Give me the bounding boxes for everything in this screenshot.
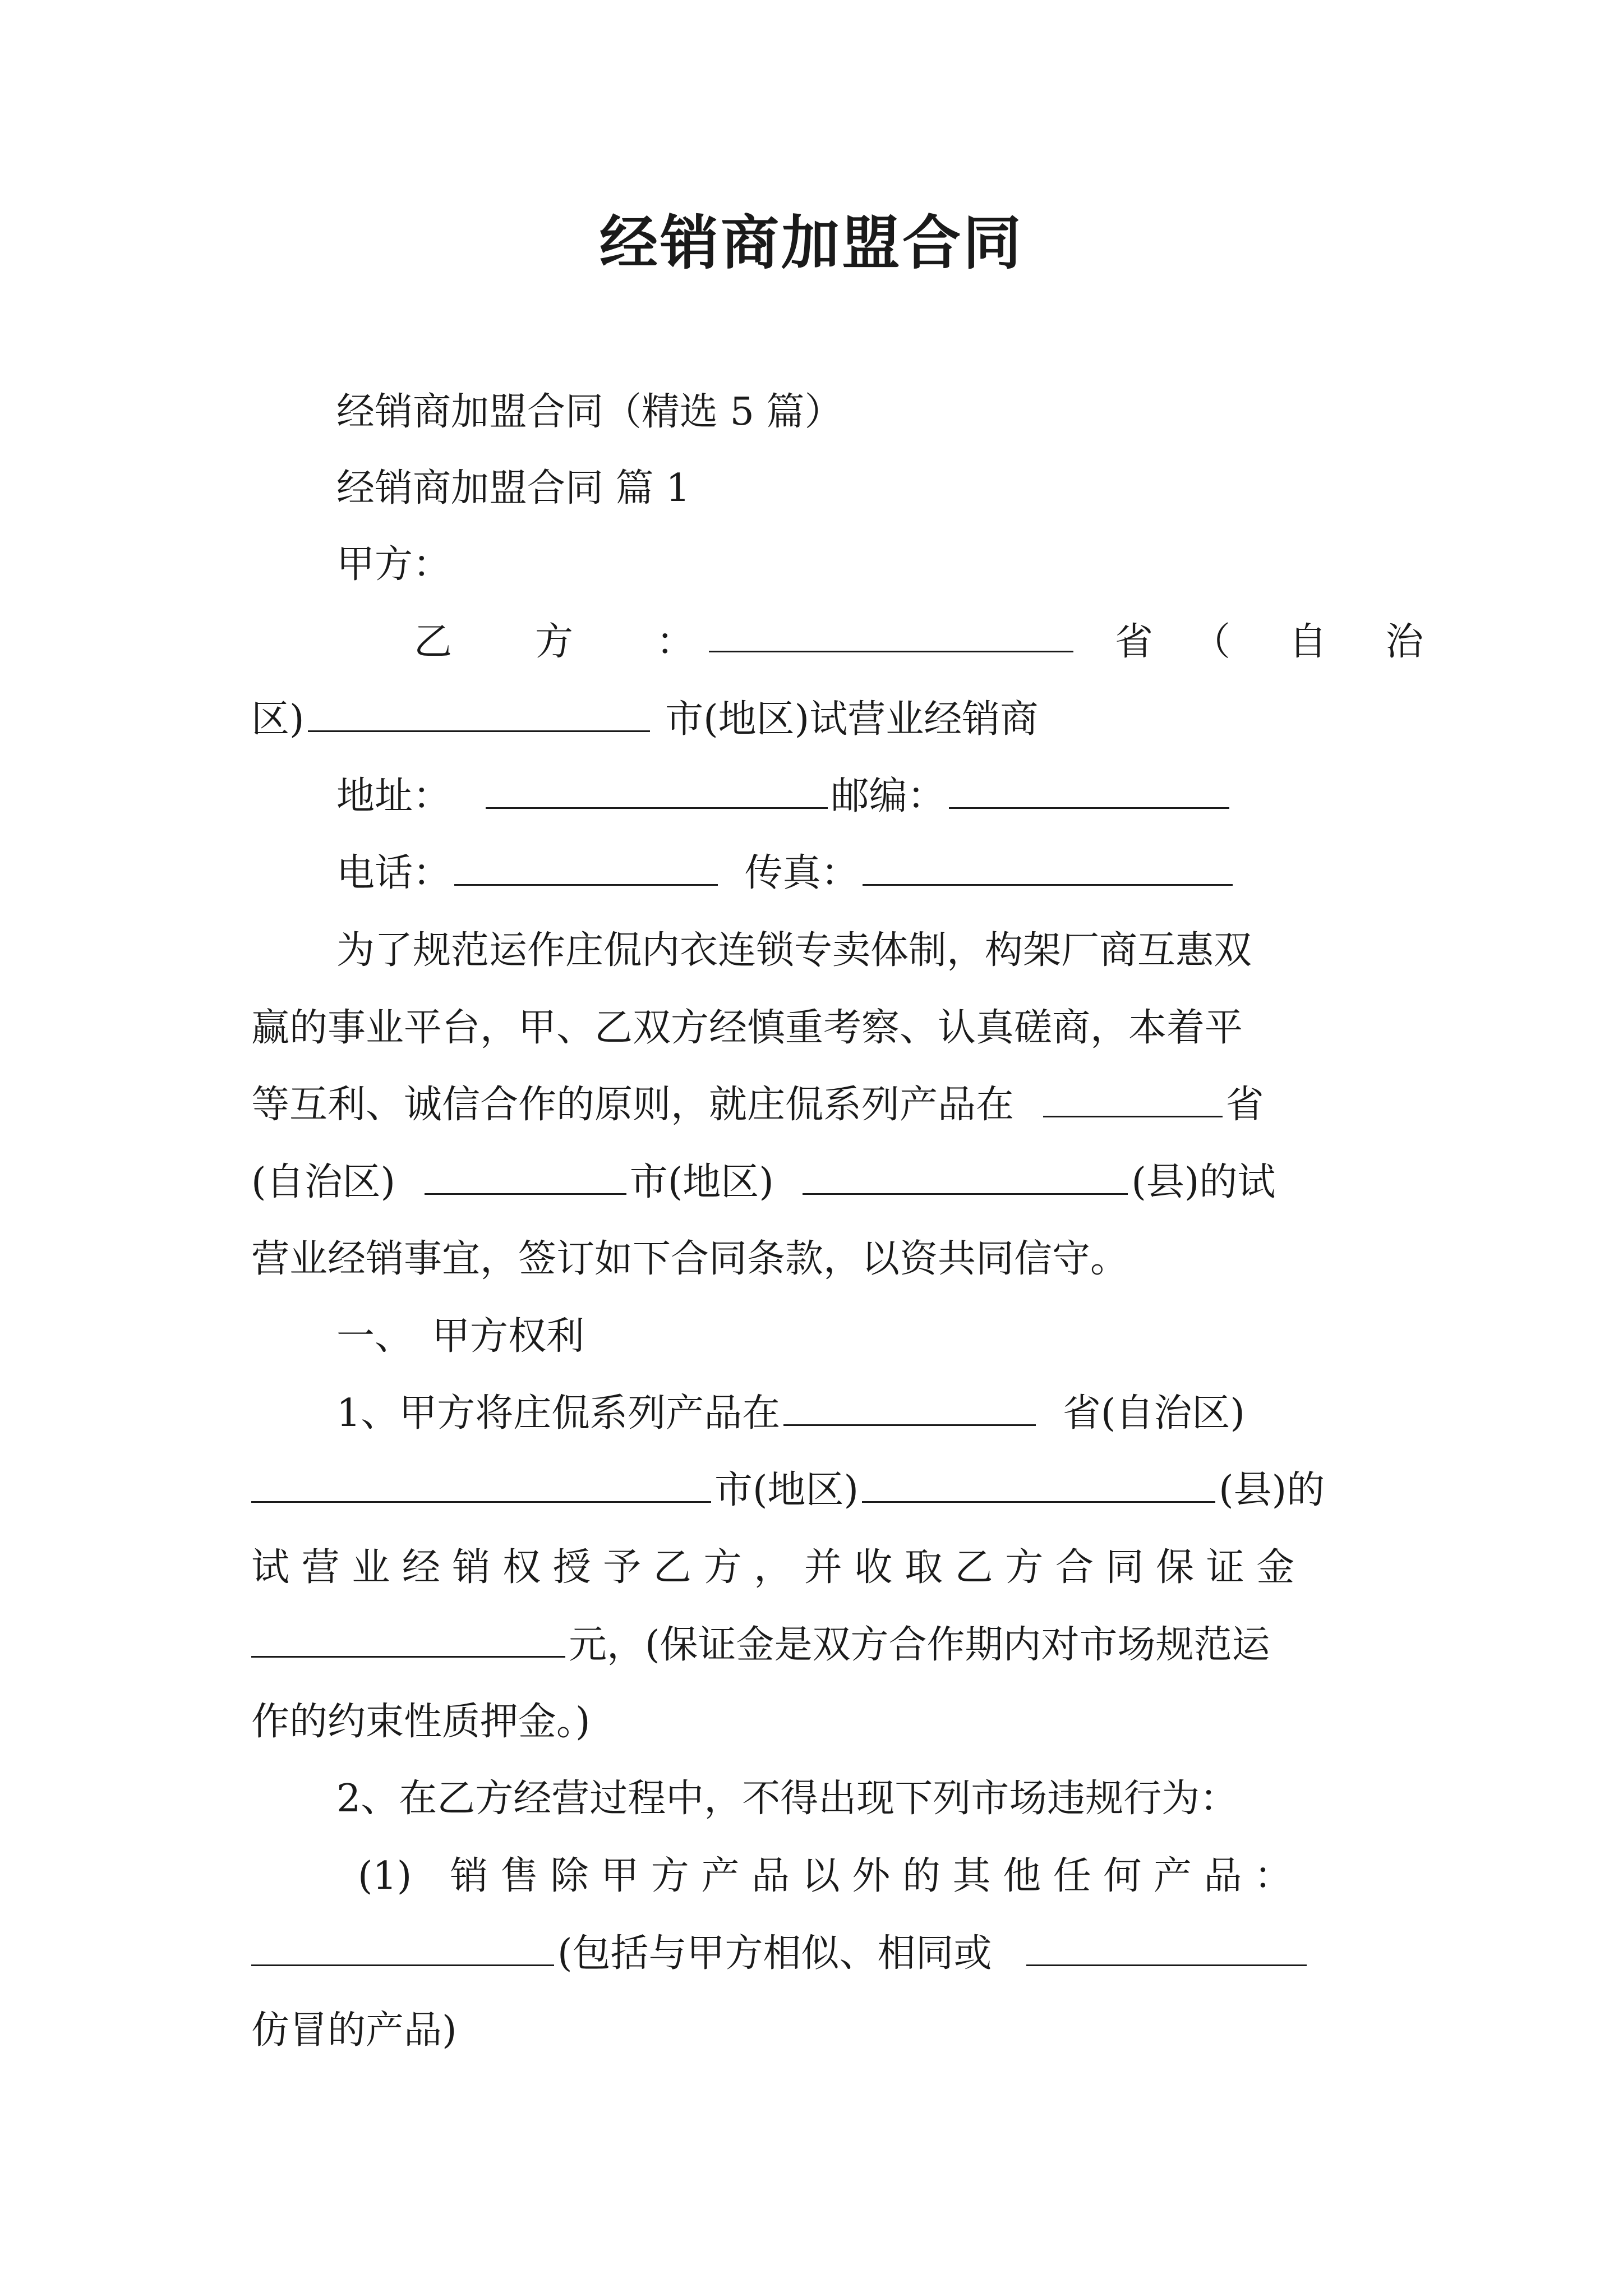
paragraph-line xyxy=(251,1465,1378,1516)
paragraph-line xyxy=(251,1851,1485,1902)
paragraph-line xyxy=(251,463,1464,514)
line-text: 等互利、诚信合作的原则，就庄侃系列产品在 xyxy=(251,1083,1015,1127)
paragraph-line xyxy=(251,1388,1464,1439)
line-text: 市(地区) xyxy=(629,1160,774,1204)
line-text: 一、 甲方权利 xyxy=(336,1314,585,1359)
line-text: (县)的 xyxy=(1219,1468,1325,1512)
line-text: 为了规范运作庄侃内衣连锁专卖体制，构架厂商互惠双 xyxy=(336,928,1252,973)
paragraph-line xyxy=(251,1157,1378,1208)
line-text: 省 （ 自 治 xyxy=(1115,620,1434,664)
line-text: 赢的事业平台，甲、乙双方经慎重考察、认真磋商，本着平 xyxy=(251,1006,1243,1050)
fill-blank[interactable] xyxy=(486,774,828,809)
fill-blank[interactable] xyxy=(1026,1931,1307,1966)
paragraph-line xyxy=(251,926,1464,976)
paragraph-line xyxy=(251,771,1464,822)
paragraph-line xyxy=(251,1234,1378,1285)
paragraph-line xyxy=(251,1620,1378,1671)
line-text: 经销商加盟合同 篇 1 xyxy=(336,466,690,510)
paragraph-line xyxy=(251,1774,1464,1824)
fill-blank[interactable] xyxy=(863,850,1233,886)
fill-blank[interactable] xyxy=(1043,1082,1223,1117)
line-text: 地址： xyxy=(336,774,451,818)
paragraph-line xyxy=(251,1929,1378,1979)
line-text: 省 xyxy=(1225,1083,1264,1127)
paragraph-line xyxy=(251,1003,1378,1053)
line-text: 营业经销事宜，签订如下合同条款，以资共同信守。 xyxy=(251,1237,1129,1281)
line-text: (包括与甲方相似、相同或 xyxy=(557,1931,992,1976)
fill-blank[interactable] xyxy=(251,1931,554,1966)
line-text: 试 营 业 经 销 权 授 予 乙 方 ， 并 收 取 乙 方 合 同 保 证 金 xyxy=(251,1545,1295,1590)
paragraph-line xyxy=(251,2005,1378,2056)
line-text: (县)的试 xyxy=(1131,1160,1276,1204)
line-text: 市(地区)试营业经销商 xyxy=(665,697,1039,742)
line-text: 电话： xyxy=(336,851,451,895)
line-text: 甲方： xyxy=(336,542,451,587)
fill-blank[interactable] xyxy=(709,617,1073,652)
fill-blank[interactable] xyxy=(251,1467,711,1503)
paragraph-line xyxy=(251,848,1464,899)
paragraph-line xyxy=(251,1080,1378,1130)
line-text: 经销商加盟合同（精选 5 篇） xyxy=(336,390,843,434)
paragraph-line xyxy=(251,540,1464,590)
paragraph-line xyxy=(251,387,1464,438)
fill-blank[interactable] xyxy=(862,1467,1215,1503)
line-text: 2、在乙方经营过程中，不得出现下列市场违规行为： xyxy=(336,1777,1238,1821)
paragraph-line xyxy=(251,1543,1378,1593)
fill-blank[interactable] xyxy=(949,774,1229,809)
fill-blank[interactable] xyxy=(251,1622,565,1658)
line-text: 市(地区) xyxy=(714,1468,859,1512)
line-text: 省(自治区) xyxy=(1062,1391,1245,1435)
line-text: 传真： xyxy=(744,851,859,895)
line-text: 乙 方 ： xyxy=(414,620,717,664)
document-title: 经销商加盟合同 xyxy=(599,209,1023,277)
fill-blank[interactable] xyxy=(783,1391,1036,1426)
line-text: 区) xyxy=(251,697,305,742)
fill-blank[interactable] xyxy=(803,1159,1128,1195)
fill-blank[interactable] xyxy=(425,1159,626,1195)
fill-blank[interactable] xyxy=(308,697,650,732)
line-text: (1) 销 售 除 甲 方 产 品 以 外 的 其 他 任 何 产 品 ： xyxy=(358,1854,1293,1898)
paragraph-line xyxy=(251,1697,1378,1747)
line-text: 邮编： xyxy=(831,774,946,818)
line-text: 1、甲方将庄侃系列产品在 xyxy=(336,1391,781,1435)
fill-blank[interactable] xyxy=(454,850,718,886)
line-text: (自治区) xyxy=(251,1160,396,1204)
line-text: 仿冒的产品) xyxy=(251,2008,457,2053)
line-text: 作的约束性质押金。) xyxy=(251,1700,591,1744)
section-heading xyxy=(251,1312,1464,1362)
line-text: 元，(保证金是双方合作期内对市场规范运 xyxy=(569,1623,1270,1667)
paragraph-line xyxy=(251,694,1378,745)
